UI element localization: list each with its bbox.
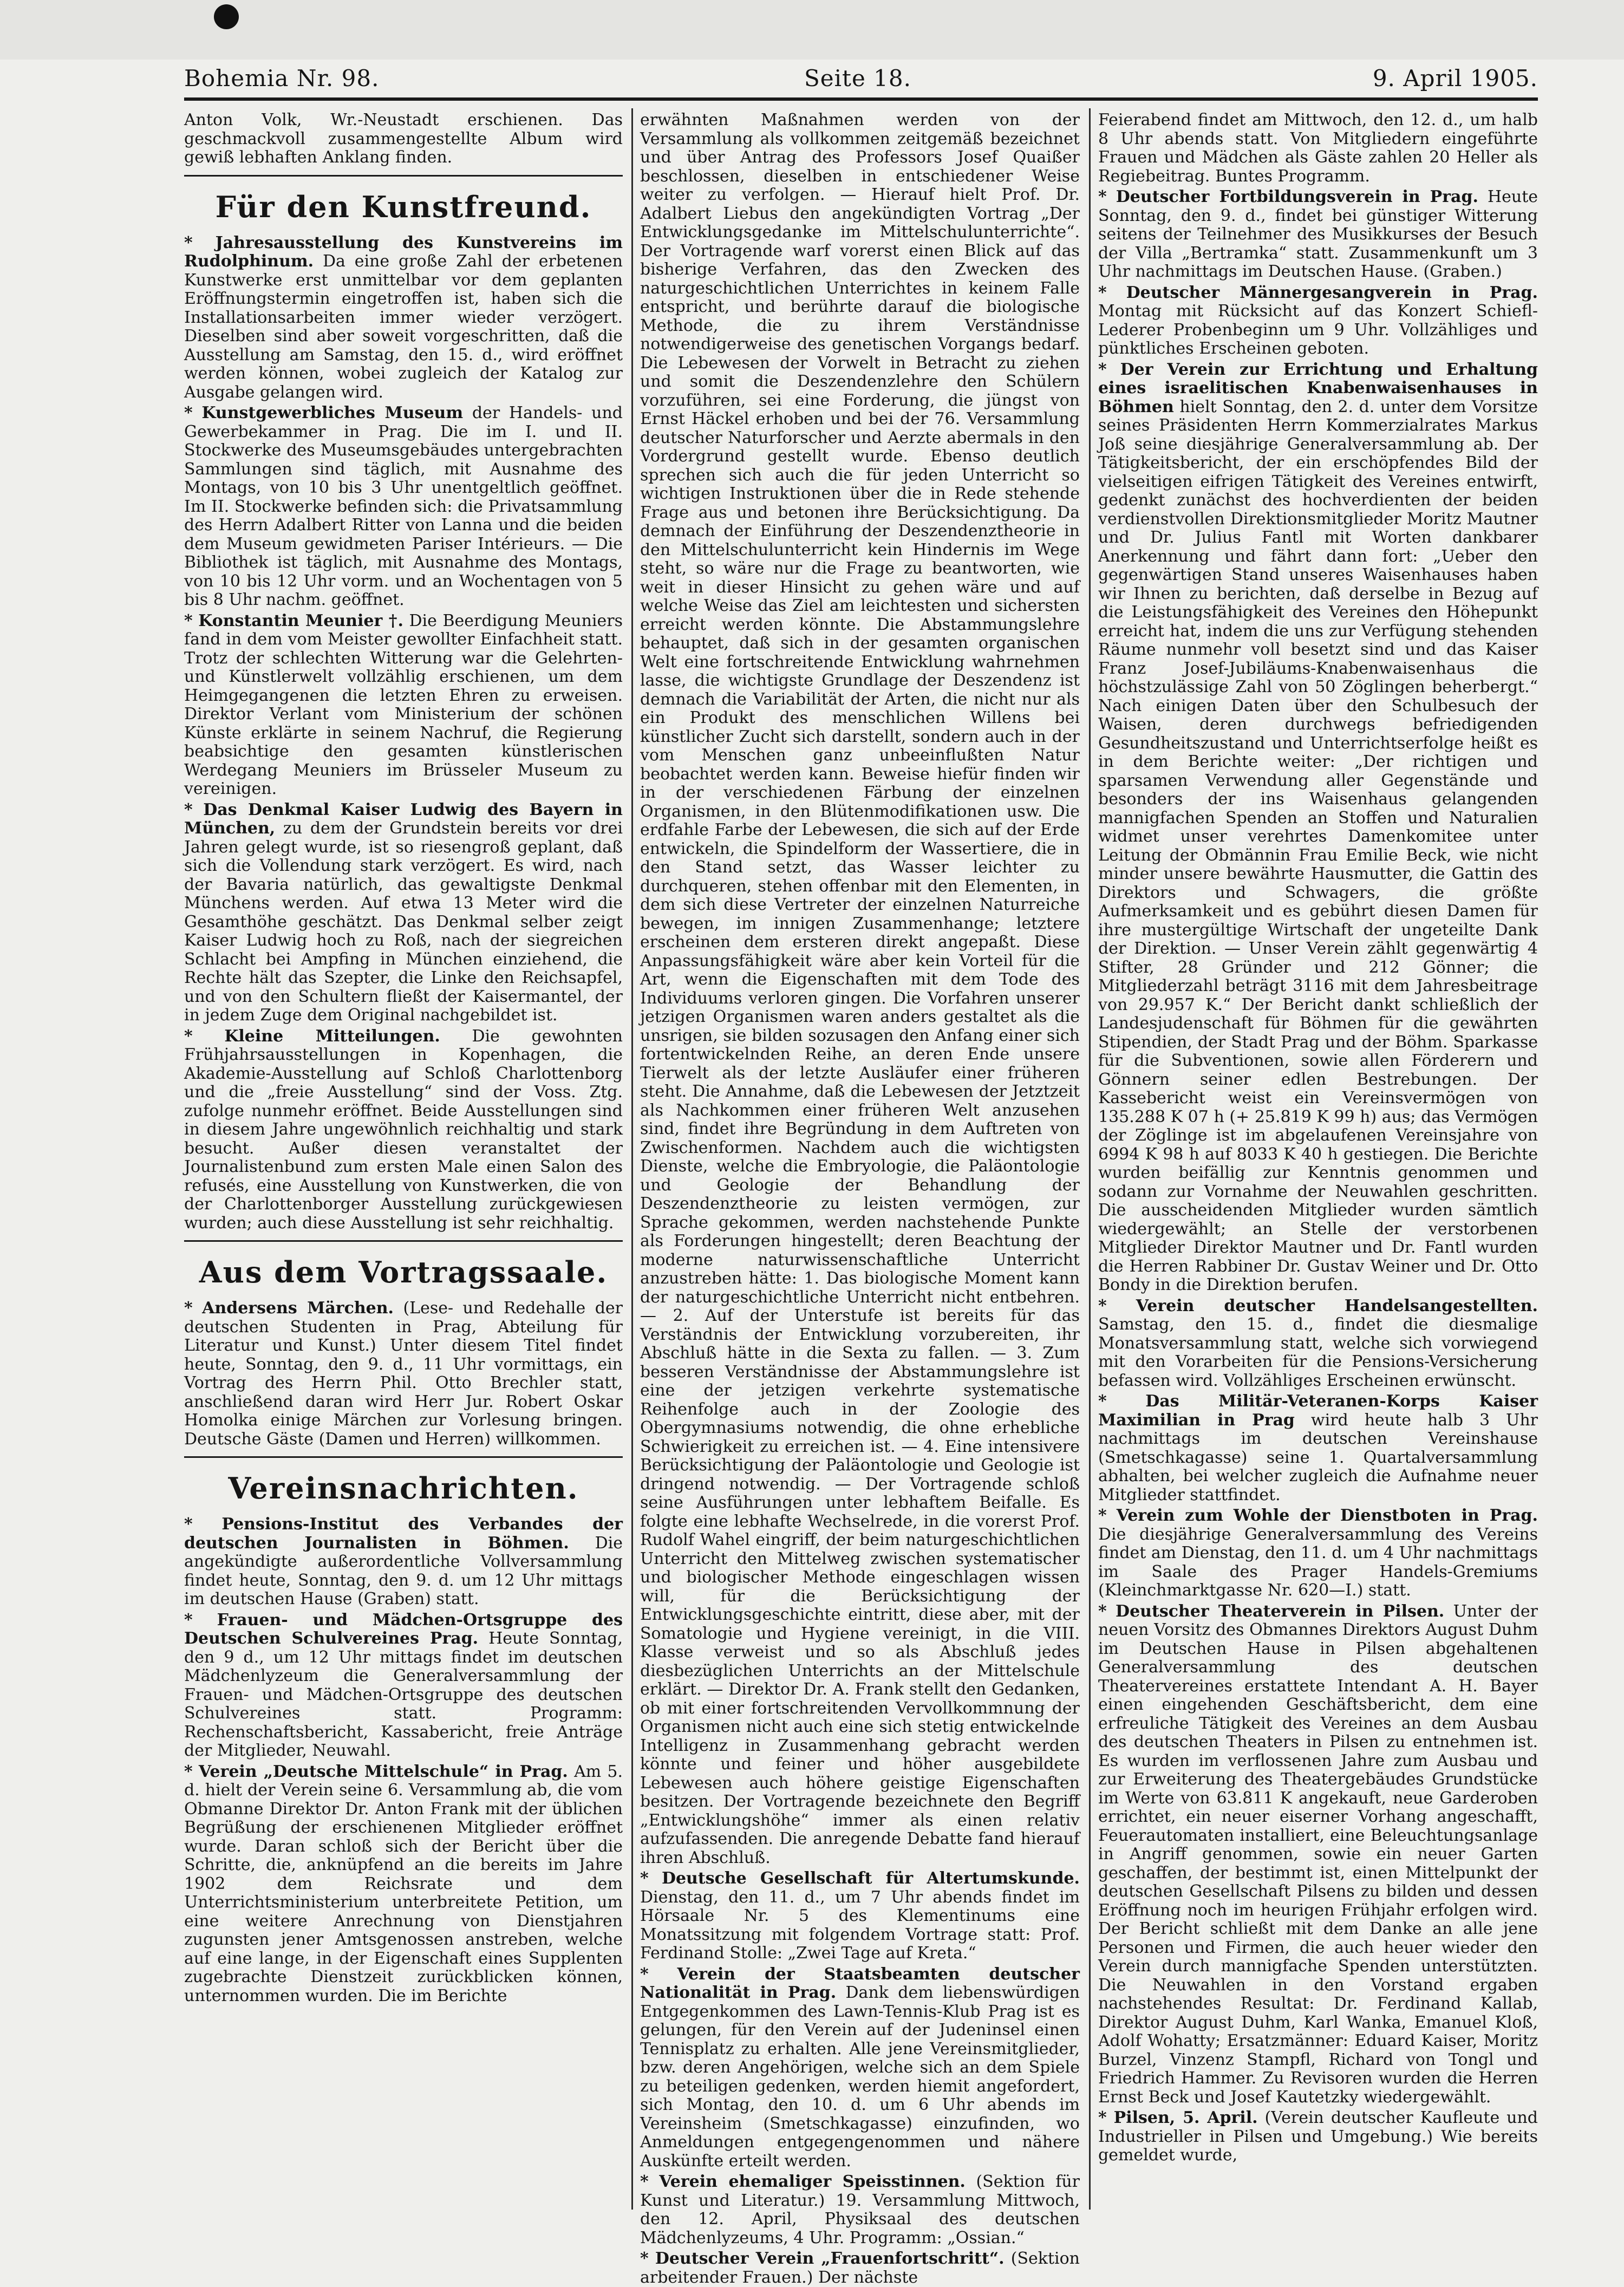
item-body: Die gewohnten Frühjahrsausstellungen in Kopenhagen, die Akademie-Ausstellung auf Schloß Charlottenborg und die „freie Ausstellung“ sind der Voss. Ztg. zufolge nunmehr eröffnet. Beide Ausstellungen sind in diesem Jahre ungewöhnlich reichhaltig und stark besucht. Außer diesen veranstaltet der Journalistenbund zum ersten Male einen Salon des refusés, eine Ausstellung von Kunstwerken, die von der Charlottenborger Ausstellung zurückgewiesen wurden; auch diese Ausstellung ist sehr reichhaltig. bbox=[184, 1026, 623, 1233]
item-body: hielt Sonntag, den 2. d. unter dem Vorsitze seines Präsidenten Herrn Kommerzialrates Markus Joß seine diesjährige Generalversammlung ab. Der Tätigkeitsbericht, der ein erschöpfendes Bild der vielseitigen eifrigen Tätigkeit des Vereines entwirft, gedenkt zunächst des hochverdienten der beiden verdienstvollen Direktionsmitglieder Moritz Mautner und Dr. Julius Fantl mit Worten dankbarer Anerkennung und fährt dann fort: „Ueber den gegenwärtigen Stand unseres Waisenhauses haben wir Ihnen zu berichten, daß derselbe in Bezug auf die Leistungsfähigkeit des Vereines den Höhepunkt erreicht hat, indem die uns zur Verfügung stehenden Räume nunmehr voll besetzt sind und das Kaiser Franz Josef-Jubiläums-Knabenwaisenhaus die höchstzulässige Zahl von 50 Zöglingen beherbergt.“ Nach einigen Daten über den Schulbesuch der Waisen, deren durchwegs befriedigenden Gesundheitszustand und Unterrichtserfolge heißt es in dem Berichte weiter: „Der richtigen und sparsamen Verwendung aller Gegenstände und besonders der ins Waisenhaus gelangenden mannigfachen Spenden an Stoffen und Naturalien widmet unser verehrtes Damenkomitee unter Leitung der Obmännin Frau Emilie Beck, wie nicht minder unsere bewährte Hausmutter, die Gattin des Direktors und Schwagers, die größte Aufmerksamkeit und es gebührt diesen Damen für ihre mustergültige Wirtschaft der ungeteilte Dank der Direktion. — Unser Verein zählt gegenwärtig 4 Stifter, 28 Gründer und 212 Gönner; die Mitgliederzahl beträgt 3116 mit dem Jahresbeitrage von 29.957 K.“ Der Bericht dankt schließlich der Landesjudenschaft für Böhmen für die gewährten Stipendien, der Stadt Prag und der Böhm. Sparkasse für die Subventionen, sowie allen Förderern und Gönnern seiner edlen Bestrebungen. Der Kassebericht weist ein Vereinsvermögen von 135.288 K 07 h (+ 25.819 K 99 h) aus; das Vermögen der Zöglinge ist im abgelaufenen Vereinsjahre von 6994 K 98 h auf 8033 K 40 h gestiegen. Die Berichte wurden beifällig zur Kenntnis genommen und sodann zur Vornahme der Neuwahlen geschritten. Die ausscheidenden Mitglieder wurden sämtlich wiedergewählt; an Stelle der verstorbenen Mitglieder Direktor Mautner und Dr. Fantl wurden die Herren Rabbiner Dr. Gustav Weiner und Dr. Otto Bondy in die Direktion berufen. bbox=[1098, 397, 1538, 1294]
item-body: Die Beerdigung Meuniers fand in dem vom Meister gewollter Einfachheit statt. Trotz der schlechten Witterung war die Gelehrten- und Künstlerwelt vollzählig erschienen, um dem Heimgegangenen die letzten Ehren zu erweisen. Direktor Verlant vom Ministerium der schönen Künste erklärte in seinem Nachruf, die Regierung beabsichtige den gesamten künstlerischen Werdegang Meuniers im Brüsseler Museum zu vereinigen. bbox=[184, 611, 623, 798]
section-title-kunstfreund: Für den Kunstfreund. bbox=[215, 189, 592, 224]
header-date: 9. April 1905. bbox=[1372, 65, 1538, 92]
item-headline: Deutscher Fortbildungsverein in Prag. bbox=[1116, 187, 1478, 206]
item-body: Samstag, den 15. d., findet die diesmalige Monatsversammlung statt, welche sich vorwiegend mit den Vorarbeiten für die Pensions-Versicherung befassen wird. Vollzähliges Erscheinen erwünscht. bbox=[1098, 1315, 1538, 1390]
news-item: * Verein „Deutsche Mittelschule“ in Prag. Am 5. d. hielt der Verein seine 6. Versammlung ab, die vom Obmanne Direktor Dr. Anton Frank mit der üblichen Begrüßung der erschienenen Mitglieder eröffnet wurde. Daran schloß sich der Bericht über die Schritte, die, anknüpfend an die bereits im Jahre 1902 dem Reichsrate und dem Unterrichtsministerium unterbreitete Petition, um eine weitere Anrechnung von Dienstjahren zugunsten jener Amtsgenossen anstreben, welche auf eine lange, in der Eigenschaft eines Supplenten zugebrachte Dienstzeit zurückblicken können, unternommen wurden. Die im Berichte bbox=[184, 1762, 623, 2005]
item-headline: Deutsche Gesellschaft für Altertumskunde. bbox=[661, 1869, 1080, 1888]
header-issue: Bohemia Nr. 98. bbox=[184, 65, 380, 92]
item-body: (Sektion arbeitender Frauen.) Der nächste bbox=[640, 2249, 1080, 2287]
news-item: * Pensions-Institut des Verbandes der deutschen Journalisten in Böhmen. Die angekündigte außerordentliche Vollversammlung findet heute, Sonntag, den 9. d. um 12 Uhr mittags im deutschen Hause (Graben) statt. bbox=[184, 1515, 623, 1608]
page-top-margin bbox=[0, 0, 1624, 60]
item-headline: Verein deutscher Handelsangestellten. bbox=[1136, 1296, 1538, 1315]
section-rule bbox=[184, 1456, 623, 1458]
news-item: * Das Militär-Veteranen-Korps Kaiser Maximilian in Prag wird heute halb 3 Uhr nachmittags im deutschen Vereinshause (Smetschkagasse) seine 1. Quartalversammlung abhalten, bei welcher zugleich die Aufnahme neuer Mitglieder stattfindet. bbox=[1098, 1392, 1538, 1504]
item-body: Dienstag, den 11. d., um 7 Uhr abends findet im Hörsaale Nr. 5 des Klementinums eine Monatssitzung mit folgendem Vortrage statt: Prof. Ferdinand Stolle: „Zwei Tage auf Kreta.“ bbox=[640, 1887, 1080, 1963]
news-item: * Das Denkmal Kaiser Ludwig des Bayern in München, zu dem der Grundstein bereits vor drei Jahren gelegt wurde, ist so riesengroß geplant, daß sich die Vollendung stark verzögert. Es wird, nach der Bavaria natürlich, das gewaltigste Denkmal Münchens werden. Auf etwa 13 Meter wird die Gesamthöhe geschätzt. Das Denkmal selber zeigt Kaiser Ludwig hoch zu Roß, nach der siegreichen Schlacht bei Ampfing in München einziehend, die Rechte hält das Szepter, die Linke den Reichsapfel, und von den Schultern fließt der Kaisermantel, der in jedem Zuge dem Original nachgebildet ist. bbox=[184, 800, 623, 1025]
section-title-vereinsnachrichten: Vereinsnachrichten. bbox=[228, 1471, 579, 1506]
item-body: (Sektion für Kunst und Literatur.) 19. Versammlung Mittwoch, den 12. April, Physiksaal des deutschen Mädchenlyzeums, 4 Uhr. Programm: „Ossian.“ bbox=[640, 2172, 1080, 2247]
item-headline: Konstantin Meunier †. bbox=[198, 611, 403, 630]
item-body: der Handels- und Gewerbekammer in Prag. Die im I. und II. Stockwerke des Museumsgebäudes untergebrachten Sammlungen sind täglich, mit Ausnahme des Montags, von 10 bis 3 Uhr unentgeltlich geöffnet. Im II. Stockwerke befinden sich: die Privatsammlung des Herrn Adalbert Ritter von Lanna und die beiden dem Museum gewidmeten Pariser Intérieurs. — Die Bibliothek ist täglich, mit Ausnahme des Montags, von 10 bis 12 Uhr vorm. und an Wochentagen von 5 bis 8 Uhr nachm. geöffnet. bbox=[184, 403, 623, 609]
item-body: Die diesjährige Generalversammlung des Vereins findet am Dienstag, den 11. d. um 4 Uhr nachmittags im Saale des Prager Handels-Gremiums (Kleinchmarktgasse Nr. 620—I.) statt. bbox=[1098, 1524, 1538, 1600]
article-continuation: erwähnten Maßnahmen werden von der Versammlung als vollkommen zeitgemäß bezeichnet und über Antrag des Professors Josef Quaißer beschlossen, dieselben in entschiedener Weise weiter zu verfolgen. — Hierauf hielt Prof. Dr. Adalbert Liebus den angekündigten Vortrag „Der Entwicklungsgedanke im Mittelschulunterrichte“. Der Vortragende warf vorerst einen Blick auf das bisherige Verfahren, das den Zwecken des naturgeschichtlichen Unterrichtes in keinem Falle entspricht, und berührte darauf die biologische Methode, die zu ihrem Verständnisse notwendigerweise des genetischen Vorgangs bedarf. Die Lebewesen der Vorwelt in Betracht zu ziehen und somit die Deszendenzlehre den Schülern vorzuführen, sei eine Forderung, die jüngst von Ernst Häckel erhoben und bei der 76. Versammlung deutscher Naturforscher und Aerzte abermals in den Vordergrund gestellt wurde. Ebenso deutlich sprechen sich auch die für jeden Unterricht so wichtigen Instruktionen über die in Rede stehende Frage aus und betonen ihre Berücksichtigung. Da demnach der Einführung der Deszendenztheorie in den Mittelschulunterricht kein Hindernis im Wege steht, so wäre nur die Frage zu beantworten, wie weit in dieser Hinsicht zu gehen wäre und auf welche Weise das Ziel am leichtesten und sichersten erreicht werden könnte. Die Abstammungslehre behauptet, daß sich in der gesamten organischen Welt eine fortschreitende Entwicklung wahrnehmen lasse, die wichtigste Grundlage der Deszendenz ist demnach die Variabilität der Arten, die nicht nur als ein Produkt des menschlichen Willens bei künstlicher Zucht sich darstellt, sondern auch in der vom Menschen ganz unbeeinflußten Natur beobachtet werden kann. Beweise hiefür finden wir in der verschiedenen Färbung der einzelnen Organismen, in den Blütenmodifikationen usw. Die erdfahle Farbe der Lebewesen, die sich auf der Erde entwickeln, die Spindelform der Wassertiere, die in den Stand setzt, das Wasser leichter zu durchqueren, stehen offenbar mit den Elementen, in dem sich diese Vertreter der einzelnen Naturreiche bewegen, im innigen Zusammenhange; letztere erscheinen dem ersteren direkt angepaßt. Diese Anpassungsfähigkeit wäre aber kein Vorteil für die Art, wenn die Eigenschaften mit dem Tode des Individuums verloren gingen. Die Vorfahren unserer jetzigen Organismen waren anders gestaltet als die unsrigen, sie bilden sozusagen den Anfang einer sich fortentwickelnden Reihe, an deren Ende unsere Tierwelt als der letzte Ausläufer einer früheren steht. Die Annahme, daß die Lebewesen der Jetztzeit als Nachkommen einer früheren Welt anzusehen sind, findet ihre Begründung in dem Auftreten von Zwischenformen. Nachdem auch die wichtigsten Dienste, welche die Embryologie, die Paläontologie und Geologie der Behandlung der Deszendenztheorie zu leisten vermögen, zur Sprache gekommen, werden nachstehende Punkte als Forderungen hingestellt; deren Beachtung der moderne naturwissenschaftliche Unterricht anzustreben hätte: 1. Das biologische Moment kann der naturgeschichtliche Unterricht nicht entbehren. — 2. Auf der Unterstufe ist bereits für das Verständnis der Entwicklung vorzubereiten, ihr Abschluß hätte in die Sexta zu fallen. — 3. Zum besseren Verständnisse der Abstammungslehre ist eine der jetzigen verkehrte systematische Reihenfolge auch in der Zoologie des Obergymnasiums notwendig, die ohne erhebliche Schwierigkeit zu erreichen ist. — 4. Eine intensivere Berücksichtigung der Paläontologie und Geologie ist dringend notwendig. — Der Vortragende schloß seine Ausführungen unter lebhaftem Beifalle. Es folgte eine lebhafte Wechselrede, in die vorerst Prof. Rudolf Wahel eingriff, der beim naturgeschichtlichen Unterricht den Mittelweg zwischen systematischer und biologischer Methode eingeschlagen wissen will, für die Berücksichtigung der Entwicklungsgeschichte eintritt, diese aber, mit der Somatologie und Hygiene vereinigt, in die VIII. Klasse verweist und so als Abschluß jedes diesbezüglichen Unterrichts an der Mittelschule erklärt. — Direktor Dr. A. Frank stellt den Gedanken, ob mit einer fortschreitenden Vervollkommnung der Organismen nicht auch eine sich stetig entwickelnde Intelligenz in Zusammenhang gebracht werden könnte und feiner und höher ausgebildete Lebewesen auch höhere geistige Eigenschaften besitzen. Der Vortragende bezeichnete den Begriff „Entwicklungshöhe“ immer als einen relativ aufzufassenden. Die anregende Debatte fand hierauf ihren Abschluß. bbox=[640, 110, 1080, 1867]
item-headline: Verein ehemaliger Speisstinnen. bbox=[659, 2172, 966, 2191]
news-item: * Andersens Märchen. (Lese- und Redehalle der deutschen Studenten in Prag, Abteilung für Literatur und Kunst.) Unter diesem Titel findet heute, Sonntag, den 9. d., 11 Uhr vormittags, ein Vortrag des Herrn Phil. Otto Brechler statt, anschließend daran wird Herr Jur. Robert Oskar Homolka einige Märchen zur Vorlesung bringen. Deutsche Gäste (Damen und Herren) willkommen. bbox=[184, 1299, 623, 1449]
article-continuation: Anton Volk, Wr.-Neustadt erschienen. Das geschmackvoll zusammengestellte Album wird gewiß lebhaften Anklang finden. bbox=[184, 110, 623, 167]
item-body: Unter der neuen Vorsitz des Obmannes Direktors August Duhm im Deutschen Hause in Pilsen abgehaltenen Generalversammlung des deutschen Theatervereines erstattete Intendant A. H. Bayer einen eingehenden Geschäftsbericht, dem eine erfreuliche Tätigkeit des Vereines an dem Ausbau des deutschen Theaters in Pilsen zu entnehmen ist. Es wurden im verflossenen Jahre zum Ausbau und zur Erweiterung des Theatergebäudes Grundstücke im Werte von 63.811 K angekauft, neue Garderoben errichtet, ein neuer eiserner Vorhang angeschafft, Feuerautomaten installiert, eine Beleuchtungsanlage in Angriff genommen, sowie ein neuer Garten geschaffen, der bestimmt ist, einen Mittelpunkt der deutschen Gesellschaft Pilsens zu bilden und dessen Eröffnung noch im heurigen Frühjahr erfolgen wird. Der Bericht schließt mit dem Danke an alle jene Personen und Firmen, die auch heuer wieder den Verein durch mannigfache Spenden unterstützten. Die Neuwahlen in den Vorstand ergaben nachstehendes Resultat: Dr. Ferdinand Kallab, Direktor August Duhm, Karl Wanka, Emanuel Kloß, Adolf Wohatty; Ersatzmänner: Eduard Kaiser, Moritz Burzel, Vinzenz Stampfl, Richard von Tongl und Friedrich Hammer. Zu Revisoren wurden die Herren Ernst Beck und Josef Kautetzky wiedergewählt. bbox=[1098, 1601, 1538, 2107]
running-header bbox=[184, 65, 1538, 97]
header-rule bbox=[184, 97, 1538, 101]
section-rule bbox=[184, 1240, 623, 1242]
news-item: * Deutscher Fortbildungsverein in Prag. Heute Sonntag, den 9. d., findet bei günstiger Witterung seitens der Teilnehmer des Musikkurses der Besuch der Villa „Bertramka“ statt. Zusammenkunft um 3 Uhr nachmittags im Deutschen Hause. (Graben.) bbox=[1098, 187, 1538, 281]
item-body: zu dem der Grundstein bereits vor drei Jahren gelegt wurde, ist so riesengroß geplant, daß sich die Vollendung stark verzögert. Es wird, nach der Bavaria natürlich, das gewaltigste Denkmal Münchens werden. Auf etwa 13 Meter wird die Gesamthöhe geschätzt. Das Denkmal selber zeigt Kaiser Ludwig hoch zu Roß, nach der siegreichen Schlacht bei Ampfing in München einziehend, die Rechte hält das Szepter, die Linke den Reichsapfel, und von den Schultern fließt der Kaisermantel, der in jedem Zuge dem Original nachgebildet ist. bbox=[184, 819, 623, 1025]
item-headline: Verein „Deutsche Mittelschule“ in Prag. bbox=[198, 1762, 568, 1781]
ink-blot bbox=[214, 4, 239, 29]
item-body: Am 5. d. hielt der Verein seine 6. Versammlung ab, die vom Obmanne Direktor Dr. Anton Frank mit der üblichen Begrüßung der erschienenen Mitglieder eröffnet wurde. Daran schloß sich der Bericht über die Schritte, die, anknüpfend an die bereits im Jahre 1902 dem Reichsrate und dem Unterrichtsministerium unterbreitete Petition, um eine weitere Anrechnung von Dienstjahren zugunsten jener Amtsgenossen anstreben, welche auf eine lange, in der Eigenschaft eines Supplenten zugebrachte Dienstzeit zurückblicken können, unternommen wurden. Die im Berichte bbox=[184, 1762, 623, 2005]
news-item: * Deutscher Männergesangverein in Prag. Montag mit Rücksicht auf das Konzert Schiefl-Lederer Probenbeginn um 9 Uhr. Vollzähliges und pünktliches Erscheinen geboten. bbox=[1098, 283, 1538, 358]
news-item: * Pilsen, 5. April. (Verein deutscher Kaufleute und Industrieller in Pilsen und Umgebung.) Wie bereits gemeldet wurde, bbox=[1098, 2108, 1538, 2165]
item-headline: Das Denkmal Kaiser Ludwig des Bayern in München, bbox=[184, 800, 623, 838]
item-body: Die angekündigte außerordentliche Vollversammlung findet heute, Sonntag, den 9. d. um 12 Uhr mittags im deutschen Hause (Graben) statt. bbox=[184, 1533, 623, 1608]
news-item: * Der Verein zur Errichtung und Erhaltung eines israelitischen Knabenwaisenhauses in Böhmen hielt Sonntag, den 2. d. unter dem Vorsitze seines Präsidenten Herrn Kommerzialrates Markus Joß seine diesjährige Generalversammlung ab. Der Tätigkeitsbericht, der ein erschöpfendes Bild der vielseitigen eifrigen Tätigkeit des Vereines entwirft, gedenkt zunächst des hochverdienten der beiden verdienstvollen Direktionsmitglieder Moritz Mautner und Dr. Julius Fantl mit Worten dankbarer Anerkennung und fährt dann fort: „Ueber den gegenwärtigen Stand unseres Waisenhauses haben wir Ihnen zu berichten, daß derselbe in Bezug auf die Leistungsfähigkeit des Vereines den Höhepunkt erreicht hat, indem die uns zur Verfügung stehenden Räume nunmehr voll besetzt sind und das Kaiser Franz Josef-Jubiläums-Knabenwaisenhaus die höchstzulässige Zahl von 50 Zöglingen beherbergt.“ Nach einigen Daten über den Schulbesuch der Waisen, deren durchwegs befriedigenden Gesundheitszustand und Unterrichtserfolge heißt es in dem Berichte weiter: „Der richtigen und sparsamen Verwendung aller Gegenstände und besonders der ins Waisenhaus gelangenden mannigfachen Spenden an Stoffen und Naturalien widmet unser verehrtes Damenkomitee unter Leitung der Obmännin Frau Emilie Beck, wie nicht minder unsere bewährte Hausmutter, die Gattin des Direktors und Schwagers, die größte Aufmerksamkeit und es gebührt diesen Damen für ihre mustergültige Wirtschaft der ungeteilte Dank der Direktion. — Unser Verein zählt gegenwärtig 4 Stifter, 28 Gründer und 212 Gönner; die Mitgliederzahl beträgt 3116 mit dem Jahresbeitrage von 29.957 K.“ Der Bericht dankt schließlich der Landesjudenschaft für Böhmen für die gewährten Stipendien, der Stadt Prag und der Böhm. Sparkasse für die Subventionen, sowie allen Förderern und Gönnern seiner edlen Bestrebungen. Der Kassebericht weist ein Vereinsvermögen von 135.288 K 07 h (+ 25.819 K 99 h) aus; das Vermögen der Zöglinge ist im abgelaufenen Vereinsjahre von 6994 K 98 h auf 8033 K 40 h gestiegen. Die Berichte wurden beifällig zur Kenntnis genommen und sodann zur Vornahme der Neuwahlen geschritten. Die ausscheidenden Mitglieder wurden sämtlich wiedergewählt; an Stelle der verstorbenen Mitglieder Direktor Mautner und Dr. Fantl wurden die Herren Rabbiner Dr. Gustav Weiner und Dr. Otto Bondy in die Direktion berufen. bbox=[1098, 360, 1538, 1294]
item-body: (Verein deutscher Kaufleute und Industrieller in Pilsen und Umgebung.) Wie bereits gemeldet wurde, bbox=[1098, 2108, 1538, 2165]
item-headline: Deutscher Verein „Frauenfortschritt“. bbox=[655, 2249, 1005, 2268]
item-body: Montag mit Rücksicht auf das Konzert Schiefl-Lederer Probenbeginn um 9 Uhr. Vollzähliges und pünktliches Erscheinen geboten. bbox=[1098, 302, 1538, 358]
news-item: * Verein deutscher Handelsangestellten. Samstag, den 15. d., findet die diesmalige Monatsversammlung statt, welche sich vorwiegend mit den Vorarbeiten für die Pensions-Versicherung befassen wird. Vollzähliges Erscheinen erwünscht. bbox=[1098, 1296, 1538, 1390]
item-body: (Lese- und Redehalle der deutschen Studenten in Prag, Abteilung für Literatur und Kunst.) Unter diesem Titel findet heute, Sonntag, den 9. d., 11 Uhr vormittags, ein Vortrag des Herrn Phil. Otto Brechler statt, anschließend daran wird Herr Jur. Robert Oskar Homolka einige Märchen zur Vorlesung bringen. Deutsche Gäste (Damen und Herren) willkommen. bbox=[184, 1299, 623, 1449]
news-item: * Verein der Staatsbeamten deutscher Nationalität in Prag. Dank dem liebenswürdigen Entgegenkommen des Lawn-Tennis-Klub Prag ist es gelungen, für den Verein auf der Judeninsel einen Tennisplatz zu erhalten. Alle jene Vereinsmitglieder, bzw. deren Angehörigen, welche sich an dem Spiele zu beteiligen gedenken, werden hiemit angefordert, sich Montag, den 10. d. um 6 Uhr abends im Vereinsheim (Smetschkagasse) einzufinden, wo Anmeldungen entgegengenommen und nähere Auskünfte erteilt werden. bbox=[640, 1964, 1080, 2171]
item-headline: Kleine Mitteilungen. bbox=[224, 1026, 440, 1046]
item-headline: Der Verein zur Errichtung und Erhaltung eines israelitischen Knabenwaisenhauses in Böhmen bbox=[1098, 360, 1538, 416]
news-item: * Deutscher Theaterverein in Pilsen. Unter der neuen Vorsitz des Obmannes Direktors August Duhm im Deutschen Hause in Pilsen abgehaltenen Generalversammlung des deutschen Theatervereines erstattete Intendant A. H. Bayer einen eingehenden Geschäftsbericht, dem eine erfreuliche Tätigkeit des Vereines an dem Ausbau des deutschen Theaters in Pilsen zu entnehmen ist. Es wurden im verflossenen Jahre zum Ausbau und zur Erweiterung des Theatergebäudes Grundstücke im Werte von 63.811 K angekauft, neue Garderoben errichtet, ein neuer eiserner Vorhang angeschafft, Feuerautomaten installiert, eine Beleuchtungsanlage in Angriff genommen, sowie ein neuer Garten geschaffen, der bestimmt ist, einen Mittelpunkt der deutschen Gesellschaft Pilsens zu bilden und dessen Eröffnung noch im heurigen Frühjahr erfolgen wird. Der Bericht schließt mit dem Danke an alle jene Personen und Firmen, die auch heuer wieder den Verein durch mannigfache Spenden unterstützten. Die Neuwahlen in den Vorstand ergaben nachstehendes Resultat: Dr. Ferdinand Kallab, Direktor August Duhm, Karl Wanka, Emanuel Kloß, Adolf Wohatty; Ersatzmänner: Eduard Kaiser, Moritz Burzel, Vinzenz Stampfl, Richard von Tongl und Friedrich Hammer. Zu Revisoren wurden die Herren Ernst Beck und Josef Kautetzky wiedergewählt. bbox=[1098, 1601, 1538, 2107]
column-divider bbox=[1089, 108, 1091, 2210]
item-headline: Kunstgewerbliches Museum bbox=[201, 403, 464, 422]
item-headline: Das Militär-Veteranen-Korps Kaiser Maximilian in Prag bbox=[1098, 1392, 1538, 1430]
news-item: * Verein ehemaliger Speisstinnen. (Sektion für Kunst und Literatur.) 19. Versammlung Mittwoch, den 12. April, Physiksaal des deutschen Mädchenlyzeums, 4 Uhr. Programm: „Ossian.“ bbox=[640, 2172, 1080, 2247]
section-rule bbox=[184, 175, 623, 177]
item-headline: Jahresausstellung des Kunstvereins im Rudolphinum. bbox=[184, 233, 623, 271]
news-item: * Kleine Mitteilungen. Die gewohnten Frühjahrsausstellungen in Kopenhagen, die Akademie-Ausstellung auf Schloß Charlottenborg und die „freie Ausstellung“ sind der Voss. Ztg. zufolge nunmehr eröffnet. Beide Ausstellungen sind in diesem Jahre ungewöhnlich reichhaltig und stark besucht. Außer diesen veranstaltet der Journalistenbund zum ersten Male einen Salon des refusés, eine Ausstellung von Kunstwerken, die von der Charlottenborger Ausstellung zurückgewiesen wurden; auch diese Ausstellung ist sehr reichhaltig. bbox=[184, 1026, 623, 1233]
item-body: Heute Sonntag, den 9 d., um 12 Uhr mittags findet im deutschen Mädchenlyzeum die Generalversammlung der Frauen- und Mädchen-Ortsgruppe des deutschen Schulvereines statt. Programm: Rechenschaftsbericht, Kassabericht, freie Anträge der Mitglieder, Neuwahl. bbox=[184, 1629, 623, 1760]
news-item: * Deutscher Verein „Frauenfortschritt“. (Sektion arbeitender Frauen.) Der nächste bbox=[640, 2249, 1080, 2287]
item-headline: Frauen- und Mädchen-Ortsgruppe des Deutschen Schulvereines Prag. bbox=[184, 1610, 623, 1648]
item-headline: Verein der Staatsbeamten deutscher Nationalität in Prag. bbox=[640, 1964, 1080, 2002]
item-body: wird heute halb 3 Uhr nachmittags im deutschen Vereinshause (Smetschkagasse) seine 1. Quartalversammlung abhalten, bei welcher zugleich die Aufnahme neuer Mitglieder stattfindet. bbox=[1098, 1410, 1538, 1504]
section-title-vortragssaale: Aus dem Vortragssaale. bbox=[199, 1255, 608, 1289]
column-1 bbox=[184, 111, 623, 2207]
header-page-number: Seite 18. bbox=[804, 65, 911, 92]
item-headline: Andersens Märchen. bbox=[202, 1299, 394, 1318]
news-item: * Jahresausstellung des Kunstvereins im Rudolphinum. Da eine große Zahl der erbetenen Kunstwerke erst unmittelbar vor dem geplanten Eröffnungstermin eingetroffen ist, haben sich die Installationsarbeiten immer wieder verzögert. Dieselben sind aber soweit vorgeschritten, daß die Ausstellung am Samstag, den 15. d., wird eröffnet werden können, wobei zugleich der Katalog zur Ausgabe gelangen wird. bbox=[184, 233, 623, 402]
column-divider bbox=[631, 108, 633, 2210]
item-headline: Verein zum Wohle der Dienstboten in Prag. bbox=[1116, 1506, 1538, 1525]
column-2 bbox=[640, 110, 1080, 2287]
item-body: Heute Sonntag, den 9. d., findet bei günstiger Witterung seitens der Teilnehmer des Musikkurses der Besuch der Villa „Bertramka“ statt. Zusammenkunft um 3 Uhr nachmittags im Deutschen Hause. (Graben.) bbox=[1098, 187, 1538, 281]
item-headline: Pilsen, 5. April. bbox=[1113, 2108, 1258, 2127]
news-item: * Kunstgewerbliches Museum der Handels- und Gewerbekammer in Prag. Die im I. und II. Stockwerke des Museumsgebäudes untergebrachten Sammlungen sind täglich, mit Ausnahme des Montags, von 10 bis 3 Uhr unentgeltlich geöffnet. Im II. Stockwerke befinden sich: die Privatsammlung des Herrn Adalbert Ritter von Lanna und die beiden dem Museum gewidmeten Pariser Intérieurs. — Die Bibliothek ist täglich, mit Ausnahme des Montags, von 10 bis 12 Uhr vorm. und an Wochentagen von 5 bis 8 Uhr nachm. geöffnet. bbox=[184, 403, 623, 609]
article-continuation: Feierabend findet am Mittwoch, den 12. d., um halb 8 Uhr abends statt. Von Mitgliedern eingeführte Frauen und Mädchen als Gäste zahlen 20 Heller als Regiebeitrag. Buntes Programm. bbox=[1098, 110, 1538, 186]
news-item: * Konstantin Meunier †. Die Beerdigung Meuniers fand in dem vom Meister gewollter Einfachheit statt. Trotz der schlechten Witterung war die Gelehrten- und Künstlerwelt vollzählig erschienen, um dem Heimgegangenen die letzten Ehren zu erweisen. Direktor Verlant vom Ministerium der schönen Künste erklärte in seinem Nachruf, die Regierung beabsichtige den gesamten künstlerischen Werdegang Meuniers im Brüsseler Museum zu vereinigen. bbox=[184, 611, 623, 798]
item-body: Dank dem liebenswürdigen Entgegenkommen des Lawn-Tennis-Klub Prag ist es gelungen, für den Verein auf der Judeninsel einen Tennisplatz zu erhalten. Alle jene Vereinsmitglieder, bzw. deren Angehörigen, welche sich an dem Spiele zu beteiligen gedenken, werden hiemit angefordert, sich Montag, den 10. d. um 6 Uhr abends im Vereinsheim (Smetschkagasse) einzufinden, wo Anmeldungen entgegengenommen und nähere Auskünfte erteilt werden. bbox=[640, 1983, 1080, 2171]
item-headline: Deutscher Männergesangverein in Prag. bbox=[1126, 283, 1538, 302]
news-item: * Verein zum Wohle der Dienstboten in Prag. Die diesjährige Generalversammlung des Vereins findet am Dienstag, den 11. d. um 4 Uhr nachmittags im Saale des Prager Handels-Gremiums (Kleinchmarktgasse Nr. 620—I.) statt. bbox=[1098, 1506, 1538, 1600]
item-headline: Pensions-Institut des Verbandes der deutschen Journalisten in Böhmen. bbox=[184, 1515, 623, 1553]
column-3 bbox=[1098, 111, 1538, 2207]
item-headline: Deutscher Theaterverein in Pilsen. bbox=[1116, 1601, 1445, 1621]
news-item: * Frauen- und Mädchen-Ortsgruppe des Deutschen Schulvereines Prag. Heute Sonntag, den 9 d., um 12 Uhr mittags findet im deutschen Mädchenlyzeum die Generalversammlung der Frauen- und Mädchen-Ortsgruppe des deutschen Schulvereines statt. Programm: Rechenschaftsbericht, Kassabericht, freie Anträge der Mitglieder, Neuwahl. bbox=[184, 1610, 623, 1760]
news-item: * Deutsche Gesellschaft für Altertumskunde. Dienstag, den 11. d., um 7 Uhr abends findet im Hörsaale Nr. 5 des Klementinums eine Monatssitzung mit folgendem Vortrage statt: Prof. Ferdinand Stolle: „Zwei Tage auf Kreta.“ bbox=[640, 1869, 1080, 1963]
item-body: Da eine große Zahl der erbetenen Kunstwerke erst unmittelbar vor dem geplanten Eröffnungstermin eingetroffen ist, haben sich die Installationsarbeiten immer wieder verzögert. Dieselben sind aber soweit vorgeschritten, daß die Ausstellung am Samstag, den 15. d., wird eröffnet werden können, wobei zugleich der Katalog zur Ausgabe gelangen wird. bbox=[184, 252, 623, 402]
